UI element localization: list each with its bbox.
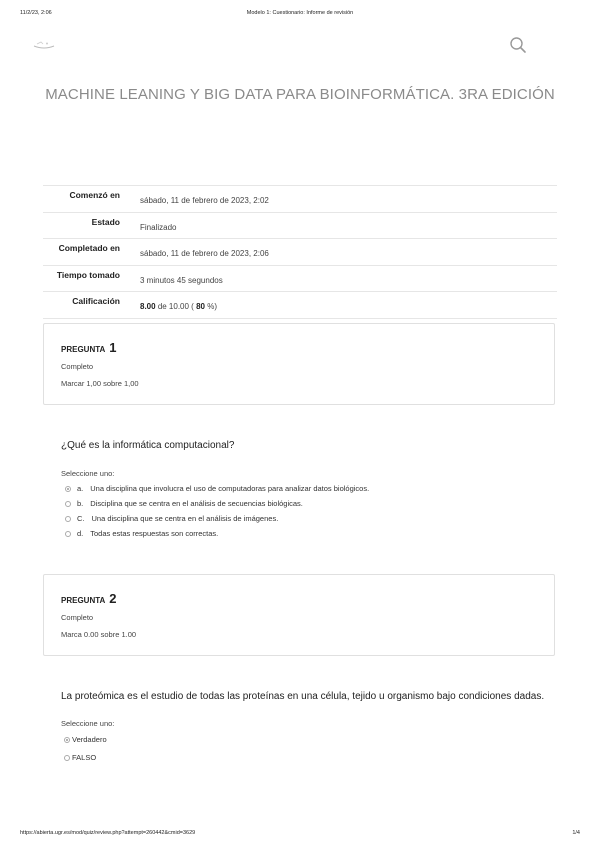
question-text: La proteómica es el estudio de todas las proteínas en una célula, tejido u organismo bajo condiciones dadas. — [61, 691, 545, 702]
answer-option-a[interactable] — [65, 484, 369, 493]
grade-percent: 80 — [196, 302, 205, 312]
question-state: Completo — [61, 362, 94, 371]
question-info-1 — [43, 323, 555, 405]
question-state: Completo — [61, 613, 94, 622]
summary-value: 3 minutos 45 segundos — [140, 275, 223, 285]
answer-option-true[interactable] — [64, 735, 107, 744]
question-grade: Marca 0.00 sobre 1.00 — [61, 630, 137, 639]
option-text: Todas estas respuestas son correctas. — [90, 529, 219, 538]
answer-prompt: Seleccione uno: — [61, 719, 115, 728]
summary-value: sábado, 11 de febrero de 2023, 2:02 — [140, 196, 269, 205]
summary-row-grade — [43, 292, 557, 319]
radio-button[interactable] — [65, 531, 71, 537]
grade-score: 8.00 — [140, 302, 156, 312]
question-label-text: PREGUNTA — [61, 596, 106, 605]
summary-label: Tiempo tomado — [56, 269, 120, 280]
attempt-summary-table — [43, 185, 557, 319]
answer-option-false[interactable] — [64, 753, 96, 762]
option-letter: b. — [77, 499, 84, 508]
answer-option-b[interactable] — [65, 499, 303, 508]
option-text: Disciplina que se centra en el análisis de secuencias biológicas. — [90, 499, 303, 508]
course-title: MACHINE LEANING Y BIG DATA PARA BIOINFORMÁTICA. 3RA EDICIÓN — [45, 86, 555, 103]
question-label — [61, 591, 117, 606]
question-label-text: PREGUNTA — [61, 345, 106, 354]
option-letter: d. — [77, 529, 84, 538]
option-text: FALSO — [72, 753, 97, 762]
print-page-number: 1/4 — [572, 830, 580, 836]
option-text: Una disciplina que involucra el uso de computadoras para analizar datos biológicos. — [90, 484, 370, 493]
print-url: https://abierta.ugr.es/mod/quiz/review.php?attempt=260442&cmid=3629 — [20, 830, 196, 836]
grade-close: %) — [207, 302, 217, 312]
search-icon[interactable] — [509, 36, 527, 54]
ugr-logo-icon[interactable] — [33, 40, 55, 50]
summary-label: Calificación — [72, 296, 120, 307]
summary-label: Comenzó en — [69, 190, 120, 200]
radio-button[interactable] — [65, 486, 71, 492]
print-page-title: Modelo 1: Cuestionario: Informe de revisión — [246, 10, 354, 16]
summary-label: Estado — [91, 216, 120, 227]
grade-of: de 10.00 ( — [157, 302, 194, 312]
summary-value: Finalizado — [140, 222, 177, 232]
summary-row-time-taken — [43, 266, 557, 293]
option-letter: C. — [77, 514, 85, 523]
question-number: 1 — [109, 340, 117, 355]
option-text: Una disciplina que se centra en el análisis de imágenes. — [91, 514, 279, 523]
summary-row-started — [43, 186, 557, 213]
question-label — [61, 340, 117, 355]
answer-option-c[interactable] — [65, 514, 278, 523]
answer-prompt: Seleccione uno: — [61, 469, 115, 478]
question-text: ¿Qué es la informática computacional? — [61, 440, 235, 451]
radio-button[interactable] — [64, 737, 70, 743]
option-letter: a. — [77, 484, 84, 493]
radio-button[interactable] — [64, 755, 70, 761]
question-grade: Marcar 1,00 sobre 1,00 — [61, 379, 139, 388]
answer-option-d[interactable] — [65, 529, 218, 538]
print-datetime: 11/2/23, 2:06 — [20, 10, 52, 16]
grade-value — [120, 292, 217, 318]
radio-button[interactable] — [65, 516, 71, 522]
summary-value: sábado, 11 de febrero de 2023, 2:06 — [140, 249, 269, 259]
option-text: Verdadero — [72, 735, 107, 744]
question-info-2 — [43, 574, 555, 656]
radio-button[interactable] — [65, 501, 71, 507]
summary-row-completed — [43, 239, 557, 266]
summary-row-state — [43, 213, 557, 240]
summary-label: Completado en — [58, 243, 120, 254]
question-number: 2 — [109, 591, 117, 606]
